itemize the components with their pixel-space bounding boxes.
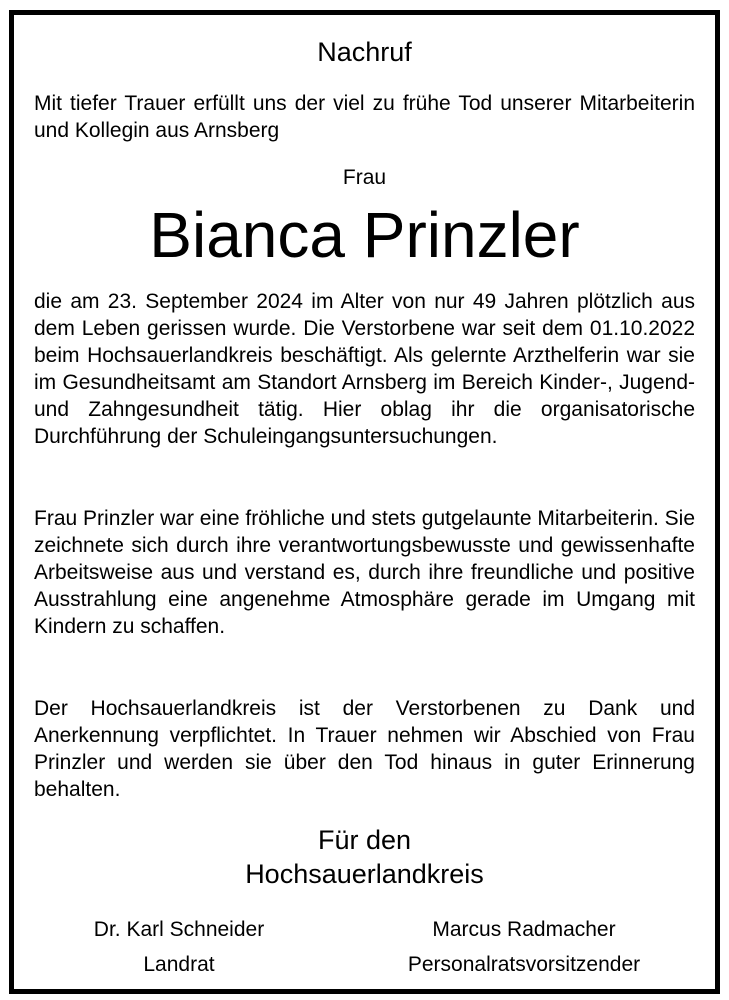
- obituary-notice: [9, 10, 720, 994]
- closing-line: Für den: [317, 825, 412, 855]
- signatory-right: [359, 912, 689, 982]
- closing-block: [14, 823, 715, 891]
- intro-text: Mit tiefer Trauer erfüllt uns der viel zu frühe Tod unserer Mitarbeiterin und Kollegin aus Arnsberg: [34, 92, 695, 142]
- signatory-title: Landrat: [143, 953, 215, 976]
- paragraph-character: Frau Prinzler war eine fröhliche und stets gutgelaunte Mitarbeiterin. Sie zeichnete sich durch ihre verantwortungsbewusste und gewissenhafte Arbeitsweise aus und verstand es, durch ihre freundliche und positive Ausstrahlung eine angenehme Atmosphäre gerade im Umgang mit Kindern zu schaffen.: [34, 507, 695, 638]
- signatory-name: Dr. Karl Schneider: [93, 918, 265, 941]
- signatory-title: Personalratsvorsitzender: [407, 953, 641, 976]
- paragraph-biography: die am 23. September 2024 im Alter von nur 49 Jahren plötzlich aus dem Leben gerissen wurde. Die Verstorbene war seit dem 01.10.2022 beim Hochsauerlandkreis beschäftigt. Als gelernte Arzthelferin war sie im Gesundheitsamt am Standort Arnsberg im Bereich Kinder-, Jugend- und Zahngesundheit tätig. Hier oblag ihr die organisatorische Durchführung der Schuleingangsuntersuchungen.: [34, 290, 695, 448]
- salutation: Frau: [342, 166, 387, 189]
- organization-name: Hochsauerlandkreis: [245, 859, 484, 889]
- notice-heading: Nachruf: [317, 37, 412, 67]
- paragraph-gratitude: Der Hochsauerlandkreis ist der Verstorbenen zu Dank und Anerkennung verpflichtet. In Trauer nehmen wir Abschied von Frau Prinzler und werden sie über den Tod hinaus in guter Erinnerung behalten.: [34, 697, 695, 801]
- signatory-left: [14, 912, 344, 982]
- signatory-name: Marcus Radmacher: [432, 918, 616, 941]
- deceased-name: Bianca Prinzler: [149, 199, 580, 271]
